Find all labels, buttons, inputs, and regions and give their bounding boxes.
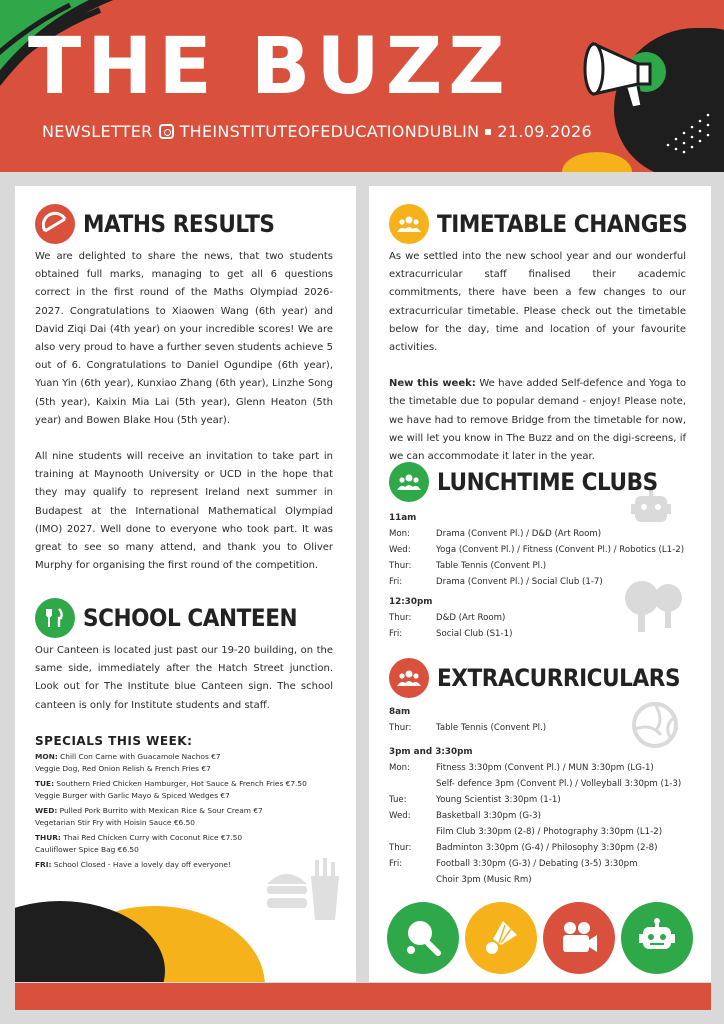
- extracurriculars-heading: [389, 658, 707, 698]
- extracurriculars-title: EXTRACURRICULARS: [437, 664, 681, 692]
- timetable-paragraph-2: New this week: We have added Self-defence and Yoga to the timetable due to popular demand - enjoy! Please note, we have had to remove Bridge from the timetable for now, we will let you know in The Buzz and on the digi-screens, if we can accommodate it later in the year.: [389, 378, 686, 463]
- right-column: [369, 186, 711, 982]
- schedule-row: Thur: Badminton 3:30pm (G-4) / Philosophy 3:30pm (2-8): [389, 843, 658, 853]
- specials-day: FRI: School Closed - Have a lovely day off everyone!: [35, 860, 231, 869]
- specials-day: MON: Chill Con Carne with Guacamole Nachos €7 Veggie Dog, Red Onion Relish & French Fries €7: [35, 752, 221, 773]
- schedule-row: Thur: D&D (Art Room): [389, 613, 506, 623]
- schedule-row: Self- defence 3pm (Convent Pl.) / Volleyball 3:30pm (1-3): [436, 779, 682, 789]
- separator-dot: [485, 129, 491, 135]
- newsletter-subtitle: [42, 122, 592, 141]
- schedule-row: Thur: Table Tennis (Convent Pl.): [389, 723, 547, 733]
- ping-pong-icon: [387, 902, 459, 974]
- schedule-row: Wed: Basketball 3:30pm (G-3): [389, 811, 541, 821]
- maths-paragraph-2: All nine students will receive an invitation to take part in training at Maynooth University or UCD in the hope that they may qualify to represent Ireland next summer in Budapest at the International Mathematical Olympiad (IMO) 2027. Well done to everyone who took part. It was great to see so many attend, and thank you to Oliver Murphy for organising the first round of the competition.: [35, 451, 333, 572]
- specials-title: SPECIALS THIS WEEK:: [35, 734, 193, 748]
- people-icon: [389, 204, 429, 244]
- time-slot: 12:30pm: [389, 597, 433, 607]
- new-this-week-label: New this week:: [389, 378, 476, 390]
- canteen-heading: [35, 598, 321, 638]
- instagram-icon: [159, 124, 174, 139]
- schedule-row: Thur: Table Tennis (Convent Pl.): [389, 561, 547, 571]
- schedule-row: Choir 3pm (Music Rm): [436, 875, 532, 885]
- people-icon: [389, 462, 429, 502]
- footer-bar: [15, 983, 711, 1010]
- megaphone-icon: [580, 34, 670, 114]
- maths-paragraph-1: We are delighted to share the news, that two students obtained full marks, managing to get all 6 questions correct in the first round of the Maths Olympiad 2026-2027. Congratulations to Xiaowen Wang (6th year) and David Ziqi Dai (4th year) on your incredible scores! We are also very proud to have a further seven students achieve 5 out of 6. Congratulations to Daniel Ogundipe (6th year), Yuan Yin (6th year), Kunxiao Zhang (6th year), Linzhe Song (5th year), Kaixin Mia Lai (5th year), Glenn Heaton (5th year) and Bowen Blake Hou (5th year).: [35, 251, 333, 426]
- lunchtime-title: LUNCHTIME CLUBS: [437, 468, 658, 496]
- time-slot: 8am: [389, 707, 411, 717]
- schedule-row: Mon: Fitness 3:30pm (Convent Pl.) / MUN 3:30pm (LG-1): [389, 763, 654, 773]
- schedule-row: Mon: Drama (Convent Pl.) / D&D (Art Room): [389, 529, 602, 539]
- masthead: [0, 0, 724, 172]
- time-slot: 3pm and 3:30pm: [389, 747, 473, 757]
- video-camera-icon: [543, 902, 615, 974]
- canteen-title: SCHOOL CANTEEN: [83, 604, 298, 632]
- cutlery-icon: [35, 598, 75, 638]
- maths-title: MATHS RESULTS: [83, 210, 275, 238]
- newsletter-title: THE BUZZ: [28, 22, 511, 112]
- timetable-body: [389, 248, 686, 484]
- robot-icon: [621, 902, 693, 974]
- specials-day: THUR: Thai Red Chicken Curry with Coconut Rice €7.50 Cauliflower Spice Bag €6.50: [35, 833, 243, 854]
- newsletter-label: NEWSLETTER: [42, 122, 153, 141]
- schedule-row: Film Club 3:30pm (2-8) / Photography 3:30pm (L1-2): [436, 827, 663, 837]
- schedule-row: Wed: Yoga (Convent Pl.) / Fitness (Convent Pl.) / Robotics (L1-2): [389, 545, 685, 555]
- activity-icons: [387, 902, 693, 974]
- time-slot: 11am: [389, 513, 417, 523]
- schedule-row: Fri: Football 3:30pm (G-3) / Debating (3-5) 3:30pm: [389, 859, 638, 869]
- issue-date: 21.09.2026: [497, 122, 592, 141]
- maths-heading: [35, 204, 296, 244]
- instagram-handle: THEINSTITUTEOFEDUCATIONDUBLIN: [179, 122, 480, 141]
- extracurriculars-schedule: [389, 702, 681, 888]
- timetable-paragraph-1: As we settled into the new school year and our wonderful extracurricular staff finalised their academic commitments, there have been a few changes to our extracurricular timetable. Please check out the timetable below for the day, time and location of your favourite activities.: [389, 251, 686, 354]
- fast-food-icon: [263, 856, 343, 922]
- timetable-title: TIMETABLE CHANGES: [437, 210, 688, 238]
- timetable-heading: [389, 204, 711, 244]
- specials-day: WED: Pulled Pork Burrito with Mexican Rice & Sour Cream €7 Vegetarian Stir Fry with Hoisin Sauce €6.50: [35, 806, 263, 827]
- lunchtime-schedule: [389, 508, 684, 642]
- schedule-row: Fri: Social Club (S1-1): [389, 629, 513, 639]
- lunchtime-heading: [389, 462, 682, 502]
- schedule-row: Tue: Young Scientist 3:30pm (1-1): [389, 795, 561, 805]
- shuttlecock-icon: [465, 902, 537, 974]
- canteen-body: Our Canteen is located just past our 19-20 building, on the same side, immediately after the Hatch Street junction. Look out for The Institute blue Canteen sign. The school canteen is only for Institute students and staff.: [35, 645, 333, 711]
- people-icon: [389, 658, 429, 698]
- maths-body: [35, 248, 333, 593]
- schedule-row: Fri: Drama (Convent Pl.) / Social Club (1-7): [389, 577, 603, 587]
- specials-day: TUE: Southern Fried Chicken Hamburger, Hot Sauce & French Fries €7.50 Veggie Burger with Garlic Mayo & Spiced Wedges €7: [35, 779, 307, 800]
- left-column: [15, 186, 356, 982]
- protractor-icon: [35, 204, 75, 244]
- header-sun: [562, 152, 632, 172]
